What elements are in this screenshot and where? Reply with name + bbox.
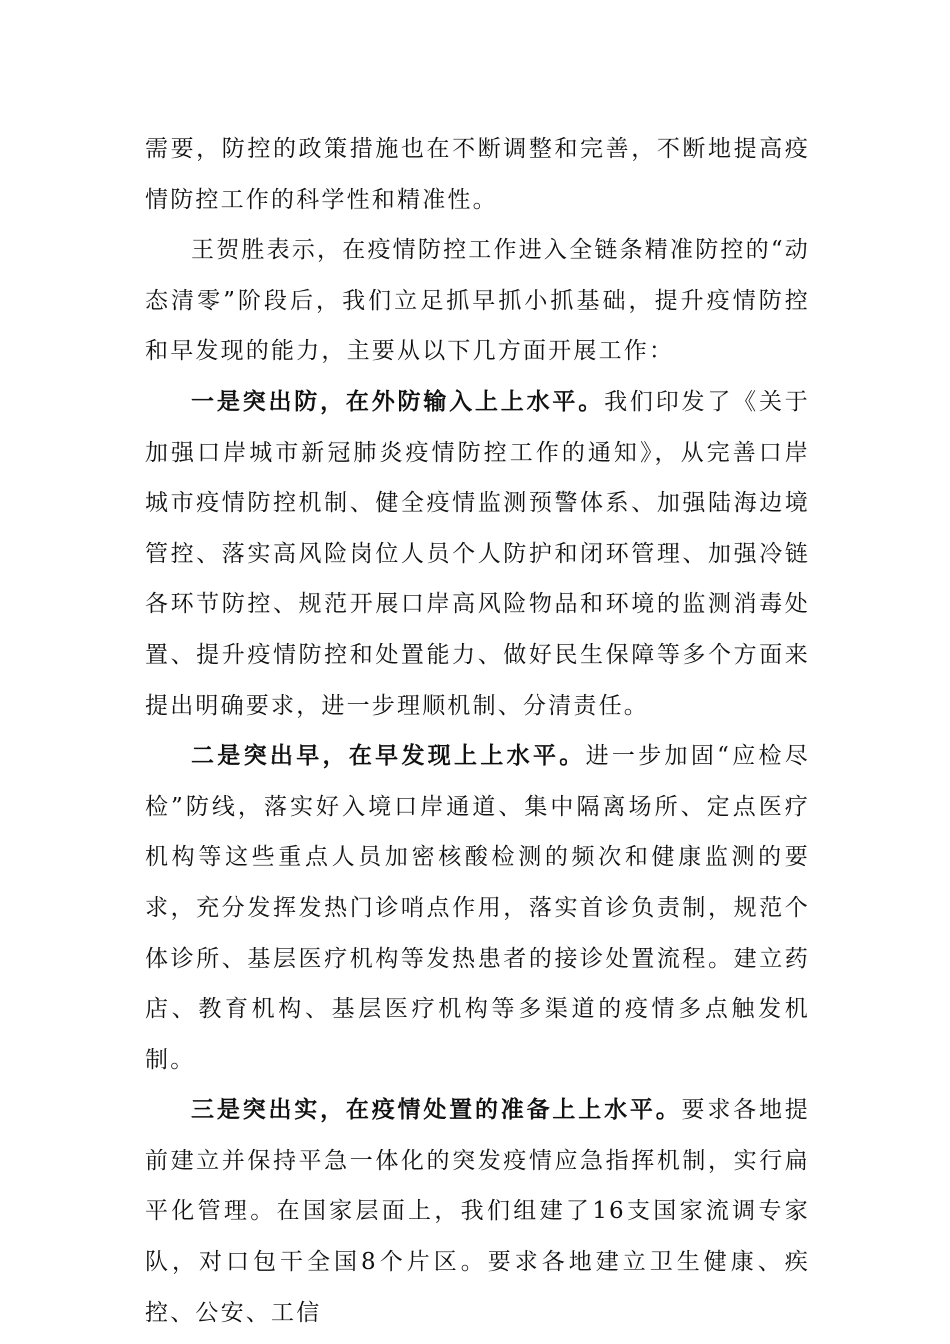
paragraph-point-two: [145, 731, 810, 1085]
paragraph-lead: 一是突出防，在外防输入上上水平。: [191, 387, 605, 415]
paragraph-text: 进一步加固“应检尽检”防线，落实好入境口岸通道、集中隔离场所、定点医疗机构等这些重点人员加密核酸检测的频次和健康监测的要求，充分发挥发热门诊哨点作用，落实首诊负责制，规范个体诊所、基层医疗机构等发热患者的接诊处置流程。建立药店、教育机构、基层医疗机构等多渠道的疫情多点触发机制。: [145, 743, 810, 1073]
paragraph-lead: 二是突出早，在早发现上上水平。: [191, 742, 586, 770]
paragraph-lead: 三是突出实，在疫情处置的准备上上水平。: [191, 1096, 682, 1124]
paragraph-text: 要求各地提前建立并保持平急一体化的突发疫情应急指挥机制，实行扁平化管理。在国家层面上，我们组建了16支国家流调专家队，对口包干全国8个片区。要求各地建立卫生健康、疾控、公安、工信: [145, 1097, 810, 1326]
paragraph-continuation: [145, 124, 810, 225]
paragraph-text: 我们印发了《关于加强口岸城市新冠肺炎疫情防控工作的通知》，从完善口岸城市疫情防控机制、健全疫情监测预警体系、加强陆海边境管控、落实高风险岗位人员个人防护和闭环管理、加强冷链各环节防控、规范开展口岸高风险物品和环境的监测消毒处置、提升疫情防控和处置能力、做好民生保障等多个方面来提出明确要求，进一步理顺机制、分清责任。: [145, 388, 810, 719]
document-body: [145, 124, 810, 1338]
paragraph-point-three: [145, 1085, 810, 1338]
paragraph-statement: [145, 225, 810, 377]
paragraph-text: 王贺胜表示，在疫情防控工作进入全链条精准防控的“动态清零”阶段后，我们立足抓早抓小抓基础，提升疫情防控和早发现的能力，主要从以下几方面开展工作：: [145, 237, 810, 365]
paragraph-point-one: [145, 377, 810, 731]
paragraph-text: 需要，防控的政策措施也在不断调整和完善，不断地提高疫情防控工作的科学性和精准性。: [145, 136, 810, 213]
